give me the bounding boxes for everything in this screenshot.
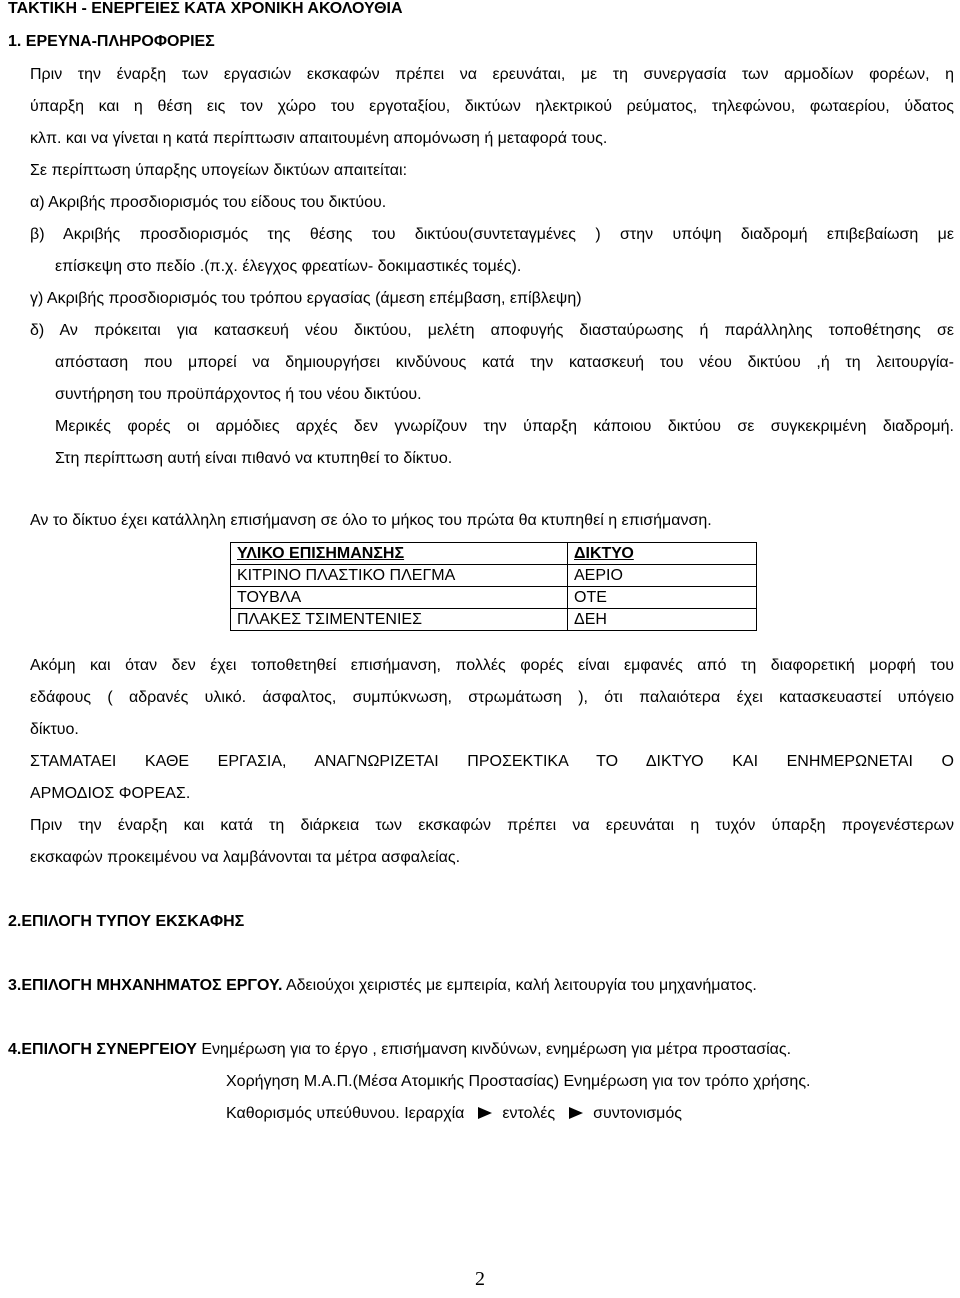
list-item-b-cont: επίσκεψη στο πεδίο .(π.χ. έλεγχος φρεατίων- δοκιμαστικές τομές). [55,258,522,275]
paragraph-line: Σε περίπτωση ύπαρξης υπογείων δικτύων απαιτείται: [30,162,408,179]
warning-line: ΑΡΜΟΔΙΟΣ ΦΟΡΕΑΣ. [30,785,191,802]
list-item-d: δ) Αν πρόκειται για κατασκευή νέου δικτύου, μελέτη αποφυγής διασταύρωσης ή παράλληλης τοποθέτησης σε [30,322,954,339]
section-3-line [8,976,757,996]
table-cell-network: ΔΕΗ [568,609,757,631]
list-item-d-cont: συντήρηση του προϋπάρχοντος ή του νέου δικτύου. [55,386,422,403]
right-triangle-icon [569,1107,583,1119]
table-row [231,565,757,587]
paragraph-line: Στη περίπτωση αυτή είναι πιθανό να κτυπηθεί το δίκτυο. [55,450,453,467]
paragraph-line: κλπ. και να γίνεται η κατά περίπτωσιν απαιτουμένη απομόνωση ή μεταφορά τους. [30,130,608,147]
paragraph-line: ύπαρξη και η θέση εις τον χώρο του εργοταξίου, δικτύων ηλεκτρικού ρεύματος, τηλεφώνου, φωταερίου, ύδατος [30,98,954,115]
table-cell-network: ΟΤΕ [568,587,757,609]
paragraph-line: Πριν την έναρξη των εργασιών εκσκαφών πρέπει να ερευνάται, με τη συνεργασία των αρμοδίων φορέων, η [30,66,954,83]
list-item-d-cont: απόσταση που μπορεί να δημιουργήσει κινδύνους κατά την κατασκευή του νέου δικτύου ,ή τη λειτουργία- [55,354,954,371]
table-cell-material: ΤΟΥΒΛΑ [231,587,568,609]
table-header-network: ΔΙΚΤΥΟ [568,543,757,565]
section-4-hierarchy-label: Καθορισμός υπεύθυνου. Ιεραρχία [226,1105,465,1122]
section-4-title: 4.ΕΠΙΛΟΓΗ ΣΥΝΕΡΓΕΙΟΥ [8,1041,197,1058]
right-triangle-icon [478,1107,492,1119]
warning-line: ΣΤΑΜΑΤΑΕΙ ΚΑΘΕ ΕΡΓΑΣΙΑ, ΑΝΑΓΝΩΡΙΖΕΤΑΙ ΠΡΟΣΕΚΤΙΚΑ ΤΟ ΔΙΚΤΥΟ ΚΑΙ ΕΝΗΜΕΡΩΝΕΤΑΙ Ο [30,753,954,770]
page-number: 2 [475,1268,485,1290]
table-header-material: ΥΛΙΚΟ ΕΠΙΣΗΜΑΝΣΗΣ [231,543,568,565]
list-item-a: α) Ακριβής προσδιορισμός του είδους του δικτύου. [30,194,387,211]
table-row [231,609,757,631]
section-2-title: 2.ΕΠΙΛΟΓΗ ΤΥΠΟΥ ΕΚΣΚΑΦΗΣ [8,913,245,930]
list-item-b: β) Ακριβής προσδιορισμός της θέσης του δικτύου(συντεταγμένες ) στην υπόψη διαδρομή επιβεβαίωση με [30,226,954,243]
paragraph-line: εδάφους ( αδρανές υλικό. άσφαλτος, συμπύκνωση, στρωμάτωση ), ότι παλαιότερα έχει κατασκευαστεί υπόγειο [30,689,954,706]
section-4-coordination: συντονισμός [593,1105,682,1122]
paragraph-line: δίκτυο. [30,721,79,738]
paragraph-line: Ακόμη και όταν δεν έχει τοποθετηθεί επισήμανση, πολλές φορές είναι εμφανές από τη διαφορετική μορφή του [30,657,954,674]
table-cell-network: ΑΕΡΙΟ [568,565,757,587]
paragraph-line: Αν το δίκτυο έχει κατάλληλη επισήμανση σε όλο το μήκος του πρώτα θα κτυπηθεί η επισήμανση. [30,512,712,529]
table-header-row [231,543,757,565]
table-cell-material: ΠΛΑΚΕΣ ΤΣΙΜΕΝΤΕΝΙΕΣ [231,609,568,631]
section-4-line-2: Χορήγηση Μ.Α.Π.(Μέσα Ατομικής Προστασίας) Ενημέρωση για τον τρόπο χρήσης. [226,1073,811,1090]
section-1-title: 1. ΕΡΕΥΝΑ-ΠΛΗΡΟΦΟΡΙΕΣ [8,33,215,50]
table-cell-material: ΚΙΤΡΙΝΟ ΠΛΑΣΤΙΚΟ ΠΛΕΓΜΑ [231,565,568,587]
table-row [231,587,757,609]
paragraph-line: εκσκαφών προκειμένου να λαμβάνονται τα μέτρα ασφαλείας. [30,849,461,866]
marking-materials-table [230,542,757,631]
section-3-title: 3.ΕΠΙΛΟΓΗ ΜΗΧΑΝΗΜΑΤΟΣ ΕΡΓΟΥ. [8,977,283,994]
section-3-text: Αδειούχοι χειριστές με εμπειρία, καλή λειτουργία του μηχανήματος. [282,977,757,994]
section-4-line-3 [226,1104,682,1124]
section-4-orders: εντολές [502,1105,556,1122]
document-header: ΤΑΚΤΙΚΗ - ΕΝΕΡΓΕΙΕΣ ΚΑΤΑ ΧΡΟΝΙΚΗ ΑΚΟΛΟΥΘΙΑ [8,0,403,17]
paragraph-line: Μερικές φορές οι αρμόδιες αρχές δεν γνωρίζουν την ύπαρξη κάποιου δικτύου σε συγκεκριμένη διαδρομή. [55,418,954,435]
section-4-line [8,1040,791,1060]
section-4-text: Ενημέρωση για το έργο , επισήμανση κινδύνων, ενημέρωση για μέτρα προστασίας. [196,1041,792,1058]
list-item-c: γ) Ακριβής προσδιορισμός του τρόπου εργασίας (άμεση επέμβαση, επίβλεψη) [30,290,582,307]
paragraph-line: Πριν την έναρξη και κατά τη διάρκεια των εκσκαφών πρέπει να ερευνάται η τυχόν ύπαρξη προγενέστερων [30,817,954,834]
